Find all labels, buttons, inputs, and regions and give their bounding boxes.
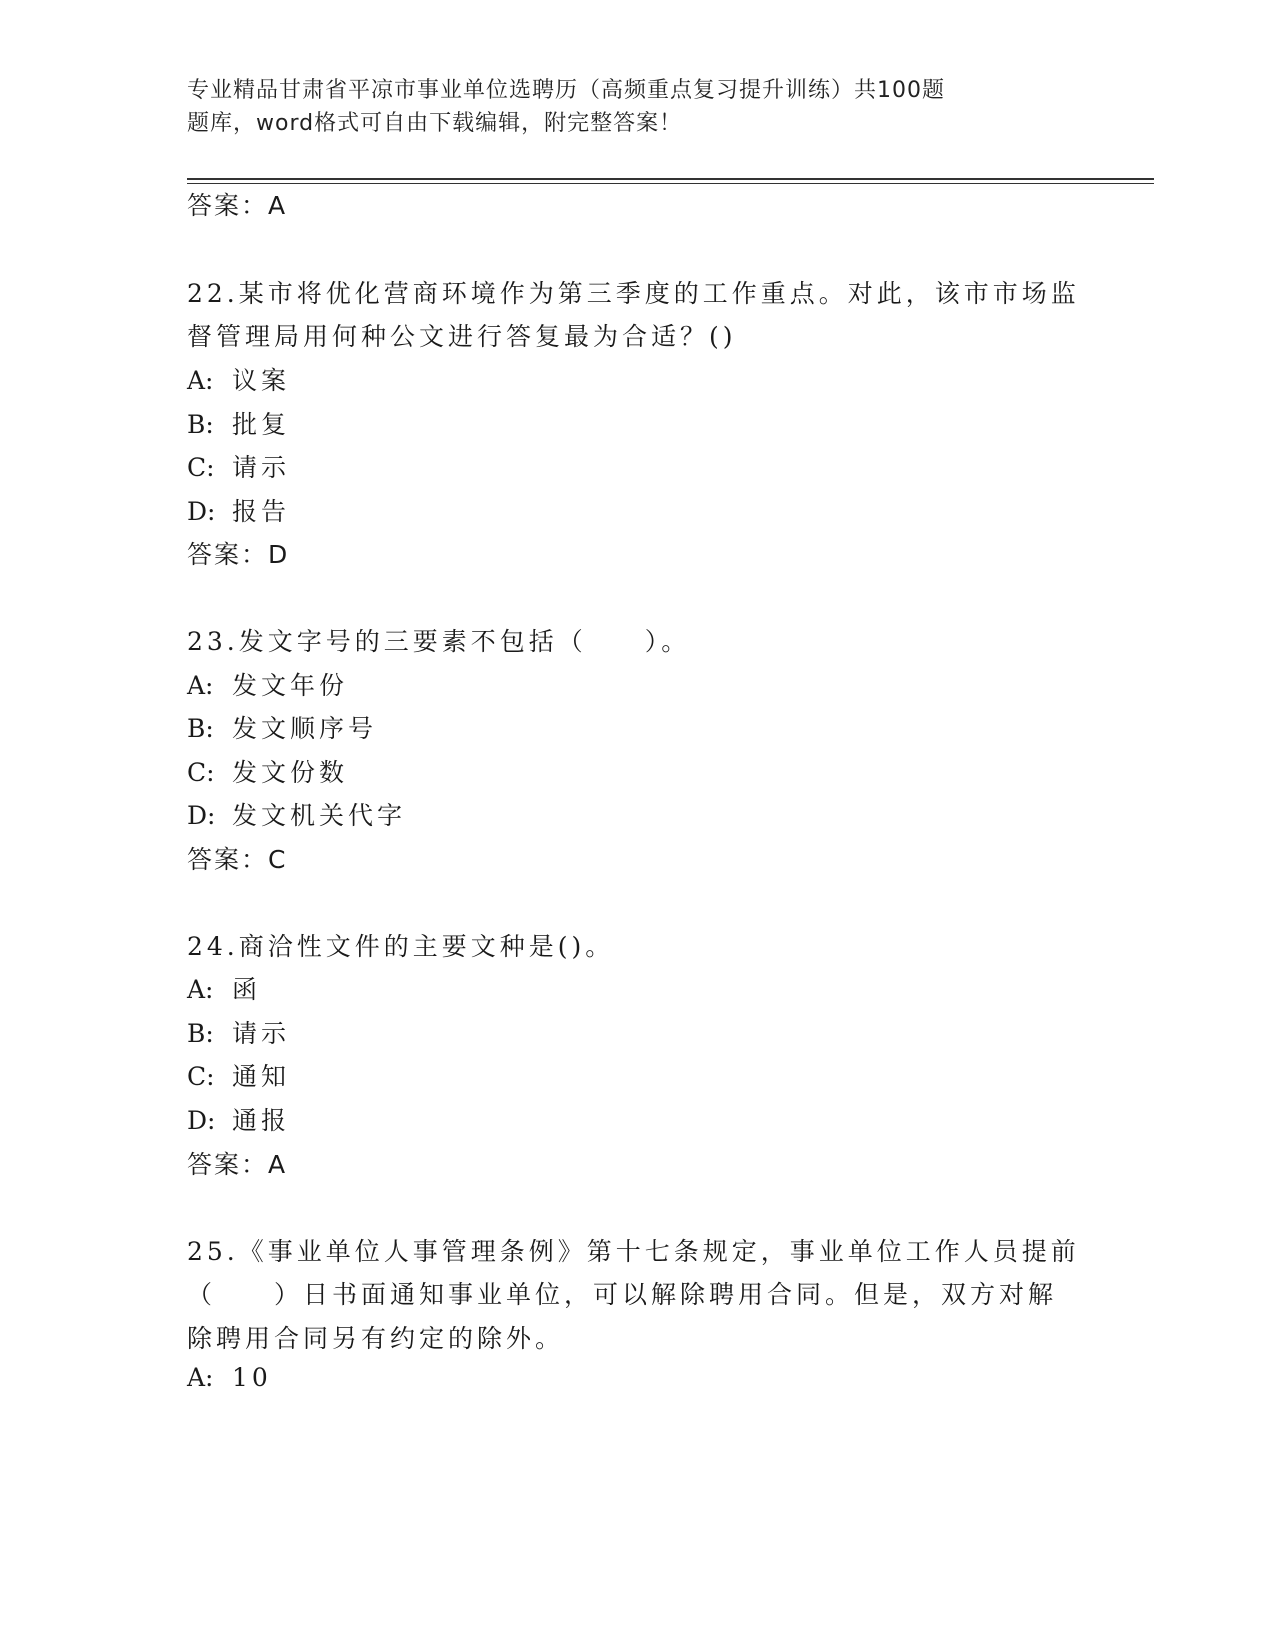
option-text: 通知 [232,1062,291,1091]
option-a [187,666,348,702]
option-letter: C: [187,1062,215,1091]
option-c [187,1057,290,1093]
answer-line: 答案：C [187,845,288,874]
answer-line: 答案：D [187,540,290,569]
question-stem: （ ）日书面通知事业单位，可以解除聘用合同。但是，双方对解 [187,1280,1058,1309]
option-text: 报告 [232,497,291,526]
option-letter: D: [187,497,216,526]
option-a [187,361,290,397]
option-letter: A: [187,366,214,395]
option-letter: D: [187,1106,216,1135]
option-text: 发文机关代字 [232,801,407,830]
option-b [187,1014,290,1050]
question-stem: 除聘用合同另有约定的除外。 [187,1324,565,1353]
option-text: 发文年份 [232,671,349,700]
option-a [187,970,261,1006]
option-a [187,1363,272,1392]
option-letter: B: [187,1019,214,1048]
question-stem: 23.发文字号的三要素不包括（ ）。 [187,627,691,656]
option-text: 请示 [232,453,291,482]
question-stem: 25.《事业单位人事管理条例》第十七条规定，事业单位工作人员提前 [187,1237,1080,1266]
header-line-1: 专业精品甘肃省平凉市事业单位选聘历（高频重点复习提升训练）共100题 [187,78,945,103]
option-b [187,405,290,441]
option-d [187,492,290,528]
option-letter: A: [187,1363,214,1392]
option-text: 发文份数 [232,758,349,787]
option-d [187,1101,290,1137]
option-d [187,796,406,832]
option-letter: C: [187,758,215,787]
page-header [187,74,1047,140]
option-letter: A: [187,975,214,1004]
option-letter: B: [187,410,214,439]
question-stem: 24.商洽性文件的主要文种是()。 [187,932,615,961]
option-letter: D: [187,801,216,830]
option-text: 函 [232,975,262,1004]
option-b [187,709,377,745]
option-text: 通报 [232,1106,291,1135]
answer-line: 答案：A [187,1150,288,1179]
option-letter: A: [187,671,214,700]
option-text: 议案 [232,366,291,395]
answer-line: 答案：A [187,191,288,220]
option-text: 10 [232,1363,272,1392]
option-text: 批复 [232,410,291,439]
option-c [187,753,348,789]
option-c [187,448,290,484]
question-stem: 督管理局用何种公文进行答复最为合适？() [187,322,737,351]
option-letter: B: [187,714,214,743]
option-text: 发文顺序号 [232,714,378,743]
question-stem: 22.某市将优化营商环境作为第三季度的工作重点。对此，该市市场监 [187,279,1080,308]
option-letter: C: [187,453,215,482]
header-line-2: 题库，word格式可自由下载编辑，附完整答案！ [187,111,683,136]
option-text: 请示 [232,1019,291,1048]
header-divider [187,178,1154,184]
